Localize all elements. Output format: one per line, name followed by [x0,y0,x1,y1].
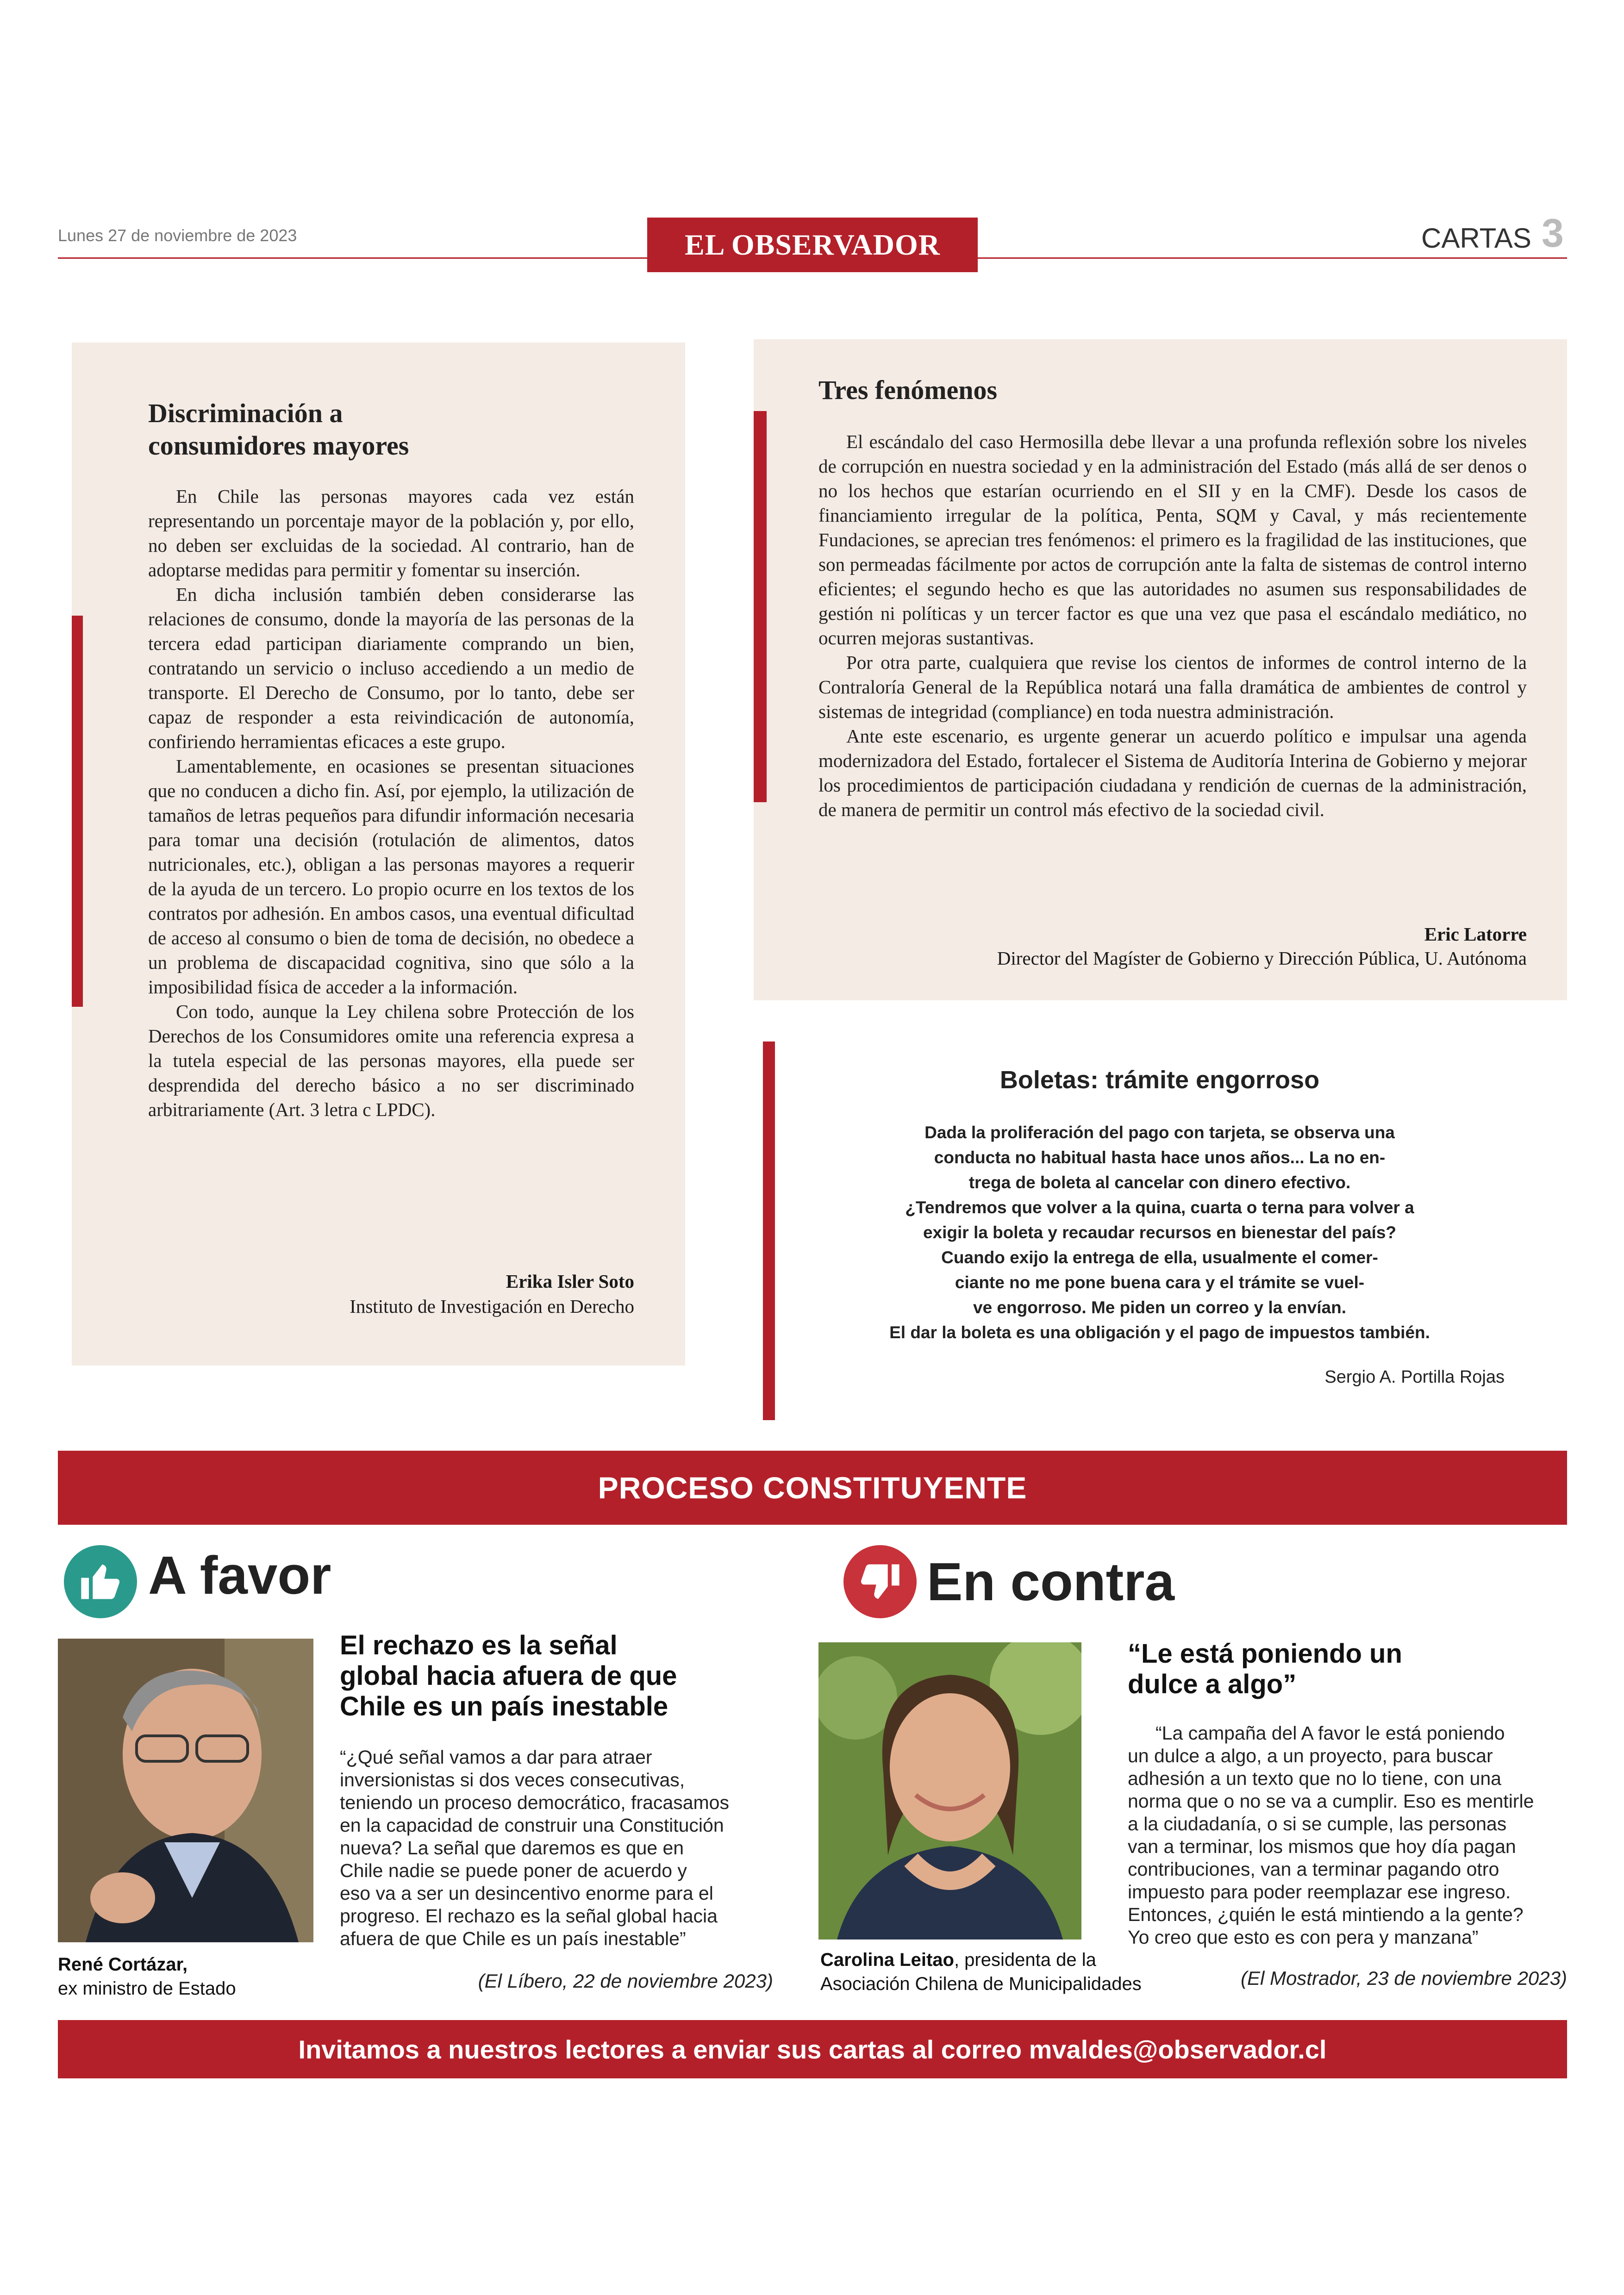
letter-line: ¿Tendremos que volver a la quina, cuarta o terna para volver a [905,1198,1414,1217]
letter-line: exigir la boleta y recaudar recursos en bienestar del país? [923,1223,1397,1242]
contra-label: En contra [927,1552,1174,1612]
letter-body [815,1120,1505,1345]
letter-paragraph: El escándalo del caso Hermosilla debe llevar a una profunda reflexión sobre los niveles de corrupción en nuestra sociedad y en la administración del Estado (más allá de ser denos o no los hechos que estarían ocurriendo en el SII y en la CMF). Desde los casos de financiamiento irregular de la política, Penta, SQM y Caval, y más recientemente Fundaciones, se aprecian tres fenómenos: el primero es la fragilidad de las instituciones, que son permeadas fácilmente por actos de corrupción ante la falta de sistemas de control interno eficientes; el segundo hecho es que las autoridades no asumen sus responsabilidades de gestión ni políticas y un tercer factor es que una vez que pasa el escándalo mediático, no ocurren mejoras sustantivas. [818,431,1527,649]
quote-line: teniendo un proceso democrático, fracasamos [340,1792,729,1813]
letter-title: Tres fenómenos [818,375,998,405]
issue-date: Lunes 27 de noviembre de 2023 [58,226,297,245]
quote-line: un dulce a algo, a un proyecto, para buscar [1128,1745,1493,1766]
accent-bar [72,616,83,1007]
quote-line: afuera de que Chile es un país inestable” [340,1928,686,1949]
letter-paragraph: Con todo, aunque la Ley chilena sobre Protección de los Derechos de los Consumidores omite una referencia expresa a la tutela especial de las personas mayores, ella puede ser desprendida del derecho básico a no ser discriminado arbitrariamente (Art. 3 letra c LPDC). [148,1001,634,1120]
favor-quote-body [340,1746,775,1950]
contra-quote-body [1128,1722,1568,1949]
letter-author: Eric Latorre [1424,923,1527,945]
person-name: René Cortázar, [58,1954,188,1975]
letter-line: Cuando exijo la entrega de ella, usualmente el comer- [941,1248,1378,1267]
letter-line: ciante no me pone buena cara y el trámite se vuel- [955,1273,1365,1292]
letter-author-role: Instituto de Investigación en Derecho [350,1296,634,1317]
letter-paragraph: En Chile las personas mayores cada vez están representando un porcentaje mayor de la población y, por ello, no deben ser excluidas de la sociedad. Al contrario, han de adoptarse medidas para permitir y fomentar su inserción. [148,486,634,580]
newspaper-logo: EL OBSERVADOR [647,218,978,272]
quote-line: eso va a ser un desincentivo enorme para el [340,1883,713,1904]
page-number: 3 [1542,211,1564,256]
contra-source: (El Mostrador, 23 de noviembre 2023) [1240,1967,1567,1989]
quote-line: adhesión a un texto que no lo tiene, con una [1128,1768,1501,1789]
person-role: Asociación Chilena de Municipalidades [820,1974,1142,1994]
quote-line: nueva? La señal que daremos es que en [340,1837,684,1858]
quote-line: a la ciudadanía, o si se cumple, las personas [1128,1813,1507,1834]
quote-title-line: El rechazo es la señal [340,1630,618,1660]
quote-line: “La campaña del A favor le está poniendo [1156,1722,1505,1744]
quote-line: “¿Qué señal vamos a dar para atraer [340,1746,652,1768]
quote-line: inversionistas si dos veces consecutivas, [340,1769,685,1790]
letter-line: ve engorroso. Me piden un correo y la envían. [973,1298,1346,1317]
letter-author-role: Director del Magíster de Gobierno y Dirección Pública, U. Autónoma [997,948,1527,969]
photo-rene-cortazar [58,1639,313,1942]
letter-body [148,484,634,1122]
quote-line: van a terminar, los mismos que hoy día pagan [1128,1836,1516,1857]
letter-paragraph: Por otra parte, cualquiera que revise los cientos de informes de control interno de la Contraloría General de la República notará una falla dramática de ambientes de control y sistemas de integridad (compliance) en toda nuestra administración. [818,652,1527,722]
quote-line: contribuciones, van a terminar pagando otro [1128,1858,1499,1880]
photo-carolina-leitao [818,1642,1081,1940]
favor-label: A favor [148,1545,331,1605]
quote-title-line: “Le está poniendo un [1128,1639,1402,1669]
letter-author: Erika Isler Soto [506,1271,634,1292]
person-role: ex ministro de Estado [58,1978,236,1999]
thumbs-down-icon [843,1545,917,1618]
quote-line: impuesto para poder reemplazar ese ingreso. [1128,1881,1511,1902]
invitation-footer: Invitamos a nuestros lectores a enviar sus cartas al correo mvaldes@observador.cl [58,2020,1567,2078]
letter-title [148,397,657,462]
letter-body [818,430,1527,822]
quote-line: norma que o no se va a cumplir. Eso es mentirle [1128,1790,1534,1812]
letter-paragraph: En dicha inclusión también deben considerarse las relaciones de consumo, donde la mayoría de las personas de la tercera edad participan diariamente comprando un bien, contratando un servicio o incluso accediendo a un medio de transporte. El Derecho de Consumo, por lo tanto, debe ser capaz de responder a esta reivindicación de autonomía, confiriendo herramientas eficaces a este grupo. [148,584,634,752]
letter-title-line: consumidores mayores [148,430,409,461]
contra-quote-title [1128,1639,1558,1700]
letter-line: El dar la boleta es una obligación y el pago de impuestos también. [889,1323,1430,1342]
person-name: Carolina Leitao [820,1950,954,1970]
quote-line: progreso. El rechazo es la señal global hacia [340,1905,718,1927]
person-role: , presidenta de la [954,1950,1096,1970]
quote-title-line: dulce a algo” [1128,1669,1297,1699]
quote-line: en la capacidad de construir una Constitución [340,1815,724,1836]
favor-quote-title [340,1630,775,1722]
quote-title-line: global hacia afuera de que [340,1661,677,1691]
thumbs-up-icon [64,1545,137,1618]
contra-person-caption [820,1948,1237,1996]
quote-line: Chile nadie se puede poner de acuerdo y [340,1860,687,1881]
quote-line: Entonces, ¿quién le está mintiendo a la gente? [1128,1904,1524,1925]
quote-line: Yo creo que esto es con pera y manzana” [1128,1927,1479,1948]
quote-title-line: Chile es un país inestable [340,1691,668,1721]
letter-title-line: Discriminación a [148,398,343,428]
letter-author: Sergio A. Portilla Rojas [1324,1367,1505,1387]
proceso-banner: PROCESO CONSTITUYENTE [58,1451,1567,1525]
person-name-line [820,1948,1237,1972]
letter-line: trega de boleta al cancelar con dinero efectivo. [968,1173,1351,1192]
letter-paragraph: Ante este escenario, es urgente generar un acuerdo político e impulsar una agenda modernizadora del Estado, fortalecer el Sistema de Auditoría Interina de Gobierno y mejorar los procedimientos de participación ciudadana y rendición de cuernas de la administración, de manera de permitir un control más efectivo de la sociedad civil. [818,725,1527,820]
favor-person-caption [58,1952,336,2001]
section-name: CARTAS [1421,223,1531,254]
letter-line: conducta no habitual hasta hace unos años... La no en- [934,1148,1386,1167]
accent-bar [754,411,767,802]
letter-title: Boletas: trámite engorroso [999,1066,1320,1094]
letter-paragraph: Lamentablemente, en ocasiones se presentan situaciones que no conducen a dicho fin. Así, por ejemplo, la utilización de tamaños de letras pequeños para difundir información necesaria para tomar una decisión (rotulación de alimentos, datos nutricionales, etc.), obligan a las personas mayores a requerir de la ayuda de un tercero. Lo propio ocurre en los textos de los contratos por adhesión. En ambos casos, una eventual dificultad de acceso al consumo o bien de toma de decisión, no obedece a un problema de discapacidad cognitiva, sino que sólo a la imposibilidad física de acceder a la información. [148,755,634,998]
favor-source: (El Líbero, 22 de noviembre 2023) [478,1970,773,1992]
accent-bar [763,1041,775,1420]
letter-line: Dada la proliferación del pago con tarjeta, se observa una [924,1123,1395,1142]
